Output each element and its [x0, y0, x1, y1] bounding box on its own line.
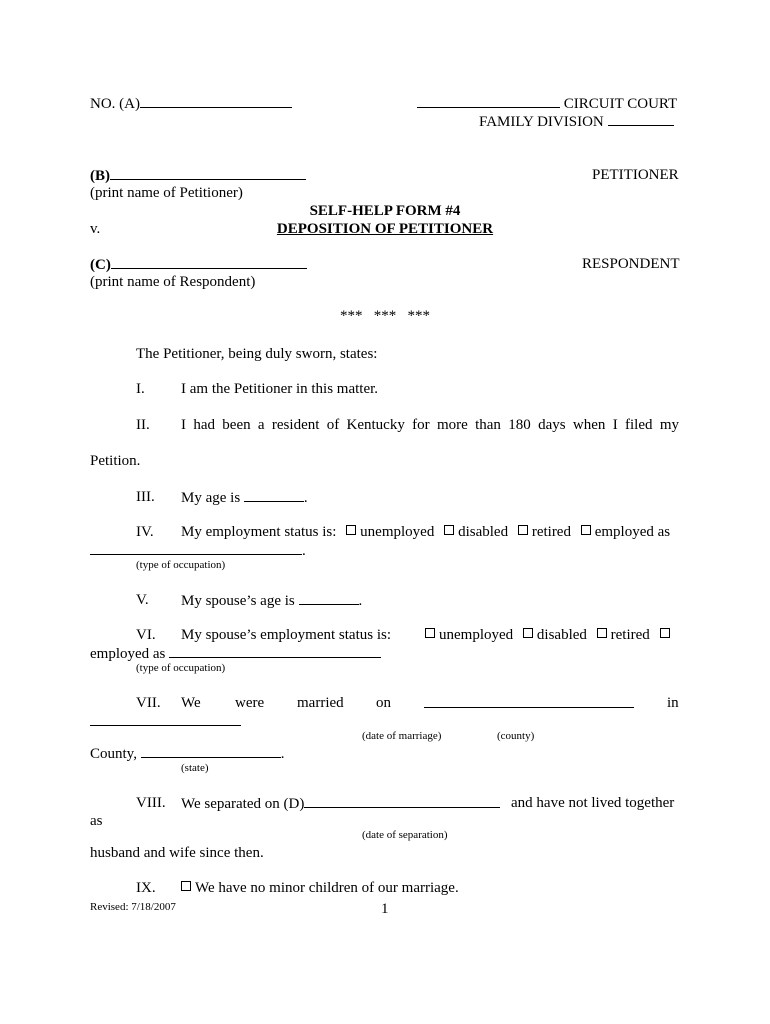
occupation-hint: (type of occupation)	[136, 559, 226, 571]
occupation-row: .	[90, 541, 306, 560]
employed-label: employed as	[594, 524, 671, 540]
state-hint: (state)	[181, 762, 209, 774]
petitioner-b-label: (B)	[90, 168, 110, 184]
respondent-label: RESPONDENT	[582, 256, 680, 272]
case-number-blank[interactable]	[140, 94, 292, 108]
item-vii-num: VII.	[136, 695, 161, 711]
item-viii-text: We separated on (D)	[181, 796, 305, 812]
employed-checkbox[interactable]	[581, 525, 591, 535]
intro-text: The Petitioner, being duly sworn, states:	[136, 346, 378, 362]
item-iii-row: My age is .	[181, 490, 308, 506]
spouse-retired-label: retired	[610, 627, 650, 643]
item-ii-cont: Petition.	[90, 453, 141, 469]
item-vii-were: were	[235, 695, 265, 711]
item-viii-as: as	[90, 813, 103, 829]
item-iv-text: My employment status is:	[181, 524, 337, 540]
item-iii-text: My age is	[181, 490, 241, 506]
item-vi-options	[419, 626, 674, 644]
division-blank[interactable]	[608, 112, 674, 126]
case-number-label: NO. (A)	[90, 96, 140, 112]
item-iv-num: IV.	[136, 524, 154, 540]
item-v-row: My spouse’s age is .	[181, 593, 363, 609]
item-vii-on: on	[376, 695, 391, 711]
no-minor-children-checkbox[interactable]	[181, 881, 191, 891]
item-iii-num: III.	[136, 489, 155, 505]
item-i-num: I.	[136, 381, 145, 397]
item-viii-cont: husband and wife since then.	[90, 845, 264, 861]
petitioner-name-blank[interactable]	[110, 166, 306, 180]
item-iv-row	[181, 523, 670, 541]
respondent-name-row	[90, 255, 307, 274]
state-row: County, .	[90, 746, 285, 762]
versus: v.	[90, 221, 101, 237]
court-label: CIRCUIT COURT	[563, 96, 678, 112]
division-label: FAMILY DIVISION	[479, 114, 604, 130]
item-ix-text: We have no minor children of our marriage.	[195, 880, 459, 896]
spouse-occupation-row	[90, 644, 381, 663]
date-of-separation-hint: (date of separation)	[362, 829, 448, 841]
spouse-unemployed-checkbox[interactable]	[425, 628, 435, 638]
print-respondent-hint: (print name of Respondent)	[90, 274, 256, 290]
item-vii-we: We	[181, 695, 201, 711]
item-ii-num: II.	[136, 417, 150, 433]
revised-date: Revised: 7/18/2007	[90, 901, 176, 913]
court-row	[417, 94, 677, 113]
court-blank[interactable]	[417, 94, 560, 108]
respondent-c-label: (C)	[90, 257, 111, 273]
form-title: SELF-HELP FORM #4	[309, 203, 461, 219]
spouse-occupation-blank[interactable]	[169, 644, 381, 658]
unemployed-checkbox[interactable]	[346, 525, 356, 535]
spouse-retired-checkbox[interactable]	[597, 628, 607, 638]
item-ii-text: I had been a resident of Kentucky for more than 180 days when I filed my	[181, 417, 679, 433]
petitioner-label: PETITIONER	[592, 167, 679, 183]
disabled-label: disabled	[458, 524, 509, 540]
age-blank[interactable]	[244, 488, 304, 502]
spouse-age-blank[interactable]	[299, 591, 359, 605]
date-of-marriage-hint: (date of marriage)	[362, 730, 442, 742]
spouse-occupation-hint: (type of occupation)	[136, 662, 226, 674]
separator: *** *** ***	[340, 308, 430, 324]
spouse-disabled-label: disabled	[536, 627, 587, 643]
spouse-employed-checkbox[interactable]	[660, 628, 670, 638]
occupation-blank[interactable]	[90, 541, 302, 555]
form-subtitle: DEPOSITION OF PETITIONER	[276, 221, 494, 237]
county-blank[interactable]	[90, 712, 241, 726]
item-ix-num: IX.	[136, 880, 156, 896]
item-i-text: I am the Petitioner in this matter.	[181, 381, 379, 397]
item-v-text: My spouse’s age is	[181, 593, 295, 609]
item-vi-text: My spouse’s employment status is:	[181, 627, 391, 643]
item-vi-num: VI.	[136, 627, 156, 643]
item-ix-row	[175, 879, 459, 897]
retired-checkbox[interactable]	[518, 525, 528, 535]
item-v-num: V.	[136, 592, 149, 608]
county-row	[90, 712, 241, 731]
case-number-row	[90, 94, 292, 113]
spouse-employed-label: employed as	[90, 646, 166, 662]
item-vii-in: in	[667, 695, 679, 711]
item-viii-rest: and have not lived together	[511, 795, 675, 811]
retired-label: retired	[531, 524, 571, 540]
spouse-unemployed-label: unemployed	[439, 627, 514, 643]
print-petitioner-hint: (print name of Petitioner)	[90, 185, 243, 201]
marriage-date-blank[interactable]	[424, 694, 634, 708]
separation-date-blank[interactable]	[304, 794, 500, 808]
county-label: County,	[90, 746, 137, 762]
respondent-name-blank[interactable]	[111, 255, 307, 269]
unemployed-label: unemployed	[360, 524, 435, 540]
item-viii-row	[181, 794, 500, 813]
petitioner-name-row	[90, 166, 306, 185]
county-hint: (county)	[497, 730, 535, 742]
item-vii-married: married	[297, 695, 344, 711]
state-blank[interactable]	[141, 744, 281, 758]
marriage-date-row	[424, 694, 634, 713]
division-row	[479, 112, 674, 131]
disabled-checkbox[interactable]	[444, 525, 454, 535]
page-number: 1	[381, 901, 389, 917]
item-viii-num: VIII.	[136, 795, 166, 811]
spouse-disabled-checkbox[interactable]	[523, 628, 533, 638]
